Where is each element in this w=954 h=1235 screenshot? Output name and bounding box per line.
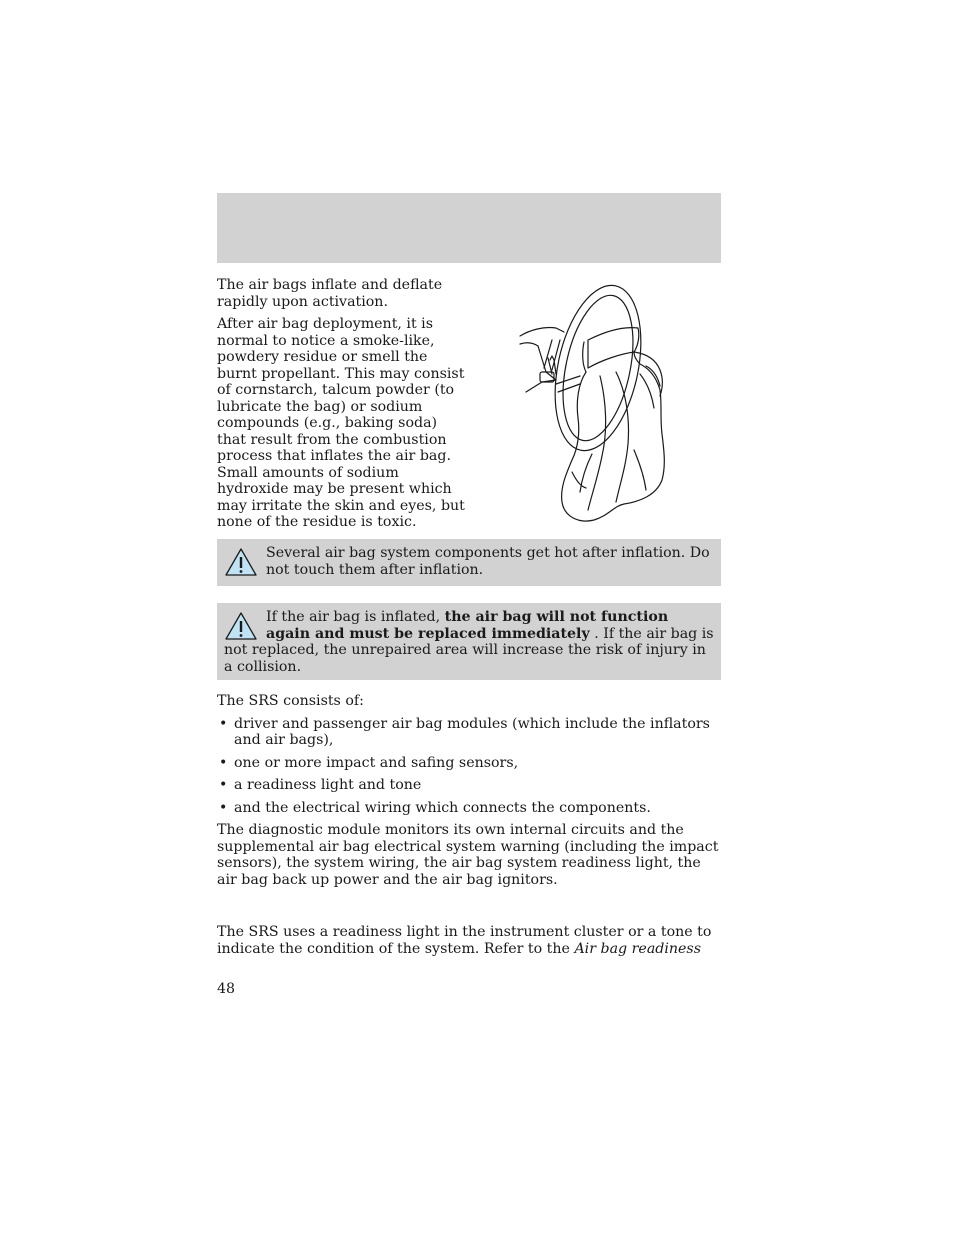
warning-inflated-lead: If the air bag is inflated, xyxy=(266,609,445,625)
readiness-text: The SRS uses a readiness light in the instrument cluster or a tone to indicate the condition of the system. Refer to the xyxy=(217,924,712,957)
deployed-airbag-illustration xyxy=(516,280,676,528)
warning-box-bag-inflated xyxy=(217,603,721,680)
bullet-icon: • xyxy=(219,777,228,793)
list-item: • one or more impact and safing sensors, xyxy=(219,754,519,771)
intro-paragraph-2: After air bag deployment, it is normal to notice a smoke-like, powdery residue or smell the burnt propellant. This may consist of cornstarch, talcum powder (to lubricate the bag) or sodium compounds (e.g., baking soda) that result from the combustion process that inflates the air bag. Small amounts of sodium hydroxide may be present which may irritate the skin and eyes, but none of the residue is toxic. xyxy=(217,316,465,530)
list-item: • a readiness light and tone xyxy=(219,777,422,793)
intro-column xyxy=(217,277,467,537)
srs-section xyxy=(217,693,721,894)
warning-inflated-emphasis: the air bag will not function again and must be replaced immediately xyxy=(266,609,669,642)
diagnostic-paragraph: The diagnostic module monitors its own internal circuits and the supplemental air bag electrical system warning (including the impact sensors), the system wiring, the air bag system readiness light, the air bag back up power and the air bag ignitors. xyxy=(217,822,719,888)
list-item: • driver and passenger air bag modules (which include the inflators and air bags), xyxy=(219,715,710,748)
readiness-reference: Air bag readiness xyxy=(574,940,701,957)
bullet-icon: • xyxy=(219,754,228,771)
bullet-icon: • xyxy=(219,799,228,816)
readiness-paragraph xyxy=(217,924,721,957)
srs-intro: The SRS consists of: xyxy=(217,693,364,709)
warning-triangle-icon xyxy=(224,547,258,577)
list-item: • and the electrical wiring which connects the components. xyxy=(219,799,651,816)
page-number: 48 xyxy=(217,981,236,997)
intro-paragraph-1: The air bags inflate and deflate rapidly upon activation. xyxy=(217,277,443,310)
warning-inflated-text xyxy=(224,609,714,675)
warning-triangle-icon xyxy=(224,611,258,641)
srs-component-list xyxy=(217,716,721,817)
warning-inflated-tail: . If the air bag is not replaced, the unrepaired area will increase the risk of injury in a collision. xyxy=(224,625,714,675)
warning-hot-text: Several air bag system components get hot after inflation. Do not touch them after inflation. xyxy=(266,545,710,578)
warning-box-hot-components xyxy=(217,539,721,586)
bullet-icon: • xyxy=(219,715,228,732)
header-band xyxy=(217,193,721,263)
